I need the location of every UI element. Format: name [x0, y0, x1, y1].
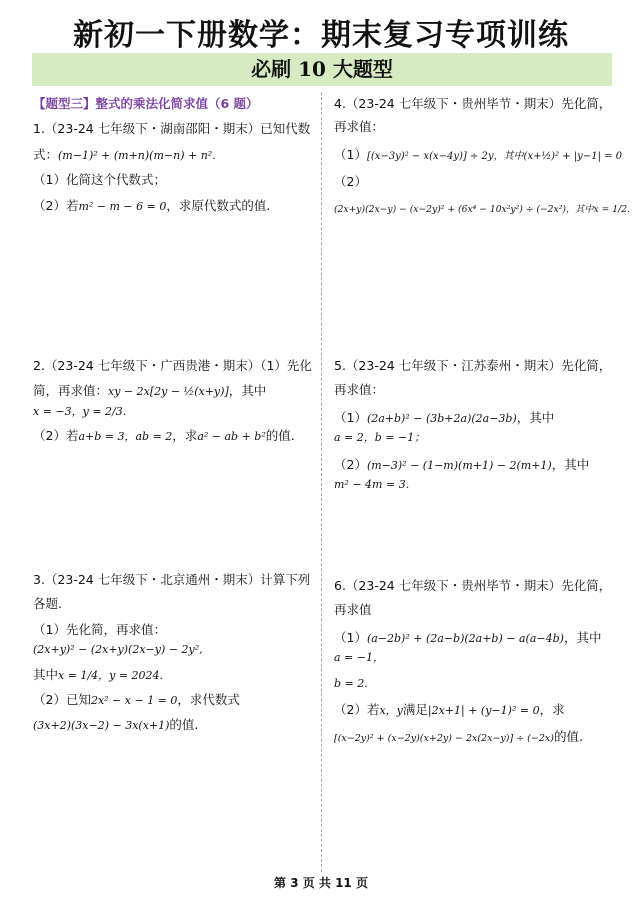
left-column: [33, 94, 318, 733]
q4-part2: （2）: [334, 174, 367, 190]
question-2: [33, 356, 323, 446]
q1-expression: (m−1)² + (m+n)(m−n) + n².: [58, 148, 216, 162]
question-5: [334, 356, 634, 493]
q2-part2: （2）若a+b = 3，ab = 2，求a² − ab + b²的值.: [33, 428, 295, 444]
q4-stem: 4.（23-24 七年级下・贵州毕节・期末）先化简，: [334, 96, 612, 111]
question-4: [334, 94, 634, 217]
q3-part2: （2）已知2x² − x − 1 = 0，求代数式: [33, 691, 240, 707]
section-banner: 必刷 10 大题型: [32, 53, 612, 86]
q3-part1: （1）先化简，再求值：(2x+y)² − (2x+y)(2x−y) − 2y²,: [33, 621, 203, 657]
q1-stem: 1.（23-24 七年级下・湖南邵阳・期末）已知代数: [33, 121, 311, 137]
section-heading: 【题型三】整式的乘法化简求值（6 题）: [33, 96, 259, 111]
page-footer: 第 3 页 共 11 页: [274, 876, 368, 890]
question-6: [334, 576, 634, 747]
q6-stem-line2: 再求值: [334, 602, 372, 618]
q6-part1-values: b = 2.: [334, 676, 368, 690]
q5-stem-line2: 再求值：: [334, 382, 385, 398]
q6-part2-expression: [(x−2y)² + (x−2y)(x+2y) − 2x(2x−y)] ÷ (−2x)的值.: [334, 729, 583, 745]
q1-stem-line2: 式：(m−1)² + (m+n)(m−n) + n².: [33, 146, 216, 162]
q3-part1-values: 其中x = 1/4，y = 2024.: [33, 666, 164, 682]
q2-stem: 2.（23-24 七年级下・广西贵港・期末）（1）先化: [33, 358, 312, 373]
q2-line2: 简，再求值：xy − 2x[2y − ½(x+y)]，其中x = −3，y = 2/3.: [33, 383, 267, 418]
q6-stem: 6.（23-24 七年级下・贵州毕节・期末）先化简，: [334, 578, 612, 593]
question-3: [33, 570, 323, 735]
q1-part1: （1）化简这个代数式；: [33, 172, 166, 188]
column-divider: [321, 92, 322, 872]
question-1: [33, 119, 318, 215]
q6-part1: （1）(a−2b)² + (2a−b)(2a+b) − a(a−4b)，其中a = −1，: [334, 629, 602, 665]
q3-stem-line2: 各题.: [33, 596, 62, 612]
q6-part2: （2）若x，y满足|2x+1| + (y−1)² = 0，求: [334, 701, 565, 717]
q4-part2-expression: (2x+y)(2x−y) − (x−2y)² + (6x⁴ − 10x²y²) ÷ (−2x²)，其中x = 1/2.: [334, 203, 630, 215]
q1-part2: （2）若m² − m − 6 = 0，求原代数式的值.: [33, 197, 271, 213]
q4-stem-line2: 再求值：: [334, 119, 385, 135]
q5-part1: （1）(2a+b)² − (3b+2a)(2a−3b)，其中a = 2，b = −1；: [334, 409, 555, 445]
q3-stem: 3.（23-24 七年级下・北京通州・期末）计算下列: [33, 572, 311, 587]
page-title: 新初一下册数学：期末复习专项训练: [73, 18, 569, 53]
q4-part1: （1）[(x−3y)² − x(x−4y)] ÷ 2y，其中(x+½)² + |y−1| = 0: [334, 146, 623, 162]
q3-part2-expression: (3x+2)(3x−2) − 3x(x+1)的值.: [33, 717, 199, 733]
q5-stem: 5.（23-24 七年级下・江苏泰州・期末）先化简，: [334, 358, 612, 373]
q5-part2: （2）(m−3)² − (1−m)(m+1) − 2(m+1)，其中m² − 4m = 3.: [334, 456, 590, 491]
right-column: [334, 94, 634, 745]
